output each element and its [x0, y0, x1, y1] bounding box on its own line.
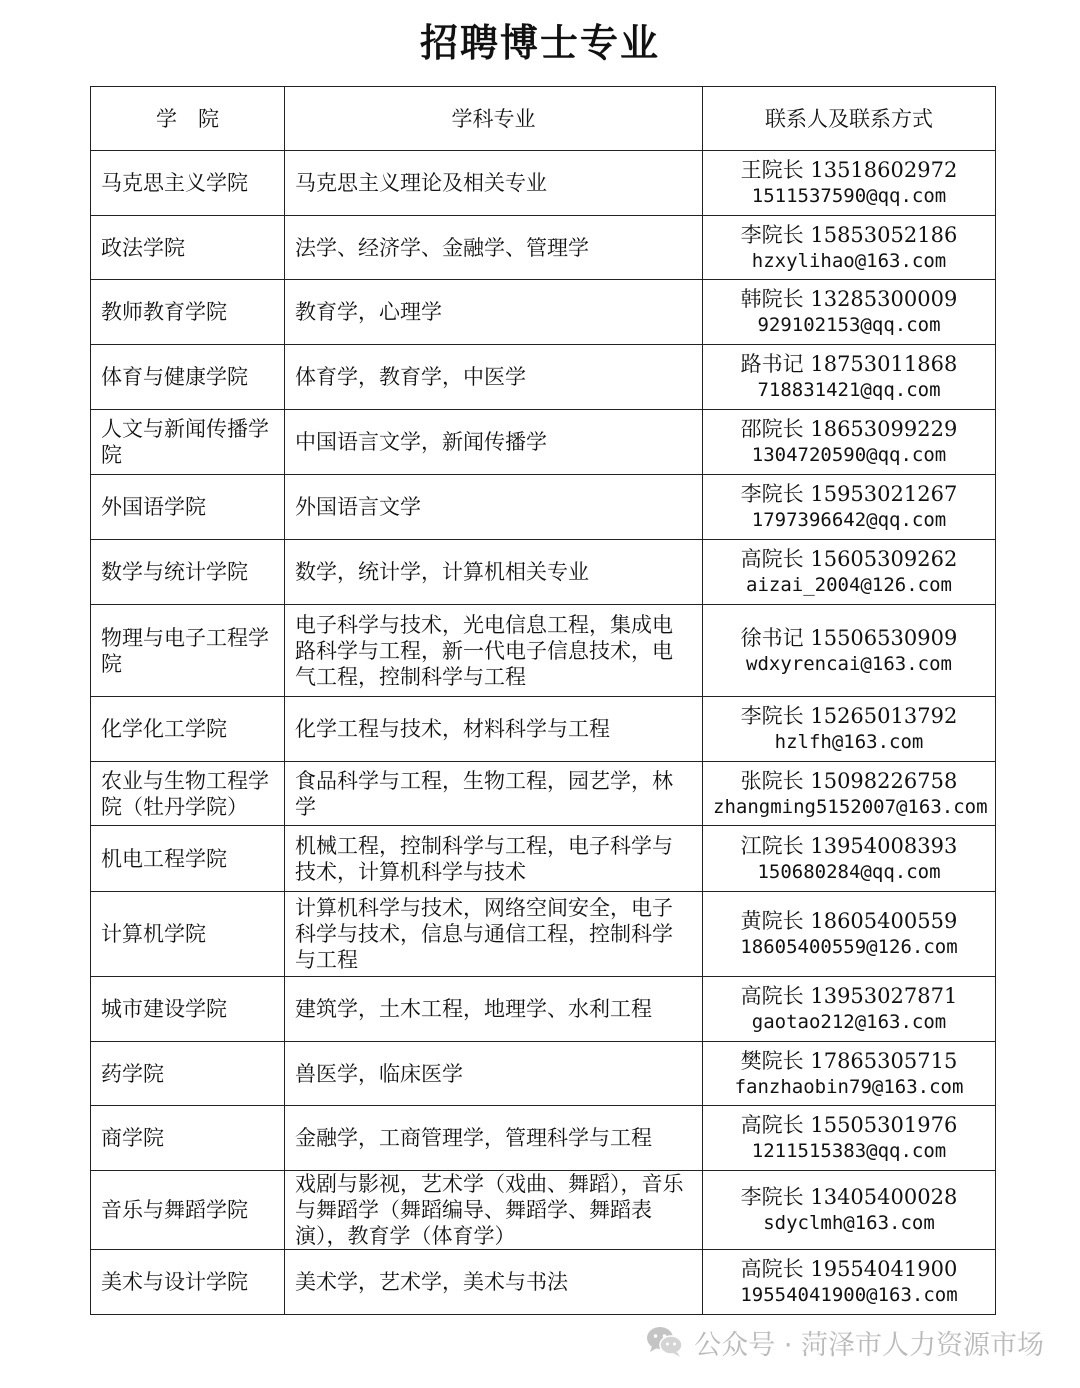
contact-person: 高院长 13953027871: [740, 984, 958, 1008]
contact-person: 李院长 15853052186: [740, 222, 958, 247]
college-cell: 计算机学院: [91, 892, 285, 977]
table-row: [91, 1042, 996, 1106]
contact-cell: [703, 1106, 996, 1171]
header-contact: 联系人及联系方式: [703, 87, 996, 151]
contact-cell: [703, 345, 996, 410]
major-cell: 数学，统计学，计算机相关专业: [285, 540, 703, 605]
major-cell: 机械工程，控制科学与工程，电子科学与技术，计算机科学与技术: [285, 826, 703, 892]
contact-person: 张院长 15098226758: [740, 768, 958, 793]
major-cell: 建筑学，土木工程，地理学、水利工程: [285, 977, 703, 1042]
wechat-icon: [646, 1325, 684, 1359]
contact-person: 王院长 13518602972: [740, 158, 958, 182]
contact-cell: [703, 826, 996, 892]
contact-cell: [703, 892, 996, 977]
contact-person: 李院长 15953021267: [740, 482, 958, 506]
table-row: [91, 151, 996, 216]
college-cell: 马克思主义学院: [91, 151, 285, 216]
college-cell: 机电工程学院: [91, 826, 285, 892]
table-row: [91, 410, 996, 475]
major-cell: 兽医学，临床医学: [285, 1042, 703, 1106]
table-row: [91, 1250, 996, 1315]
contact-cell: [703, 977, 996, 1042]
contact-email: aizai_2004@126.com: [746, 574, 952, 596]
major-cell: 法学、经济学、金融学、管理学: [285, 216, 703, 280]
college-cell: 外国语学院: [91, 475, 285, 540]
contact-person: 高院长 15605309262: [740, 547, 958, 571]
contact-email: 19554041900@163.com: [740, 1284, 958, 1306]
major-cell: 食品科学与工程，生物工程，园艺学，林学: [285, 762, 703, 826]
table-row: [91, 605, 996, 697]
major-cell: 体育学，教育学，中医学: [285, 345, 703, 410]
contact-person: 樊院长 17865305715: [740, 1048, 958, 1073]
contact-person: 高院长 19554041900: [740, 1257, 958, 1281]
contact-person: 路书记 18753011868: [740, 352, 958, 376]
college-cell: 数学与统计学院: [91, 540, 285, 605]
contact-email: 1304720590@qq.com: [751, 444, 947, 466]
contact-person: 江院长 13954008393: [740, 833, 958, 858]
table-row: [91, 826, 996, 892]
major-cell: 外国语言文学: [285, 475, 703, 540]
college-cell: 化学化工学院: [91, 697, 285, 762]
contact-person: 李院长 15265013792: [740, 704, 958, 728]
table-row: [91, 1171, 996, 1250]
watermark: [646, 1322, 1044, 1362]
table-row: [91, 475, 996, 540]
contact-email: 718831421@qq.com: [757, 379, 941, 401]
college-cell: 农业与生物工程学院（牡丹学院）: [91, 762, 285, 826]
contact-cell: [703, 697, 996, 762]
header-college: 学 院: [91, 87, 285, 151]
table-row: [91, 697, 996, 762]
recruitment-table: [90, 86, 996, 1315]
contact-cell: [703, 1171, 996, 1250]
major-cell: 计算机科学与技术，网络空间安全，电子科学与技术，信息与通信工程，控制科学与工程: [285, 892, 703, 977]
contact-person: 李院长 13405400028: [740, 1185, 958, 1209]
table-row: [91, 216, 996, 280]
contact-email: zhangming5152007@163.com: [713, 795, 988, 818]
contact-email: 1211515383@qq.com: [751, 1140, 947, 1162]
table-row: [91, 540, 996, 605]
college-cell: 城市建设学院: [91, 977, 285, 1042]
contact-email: 150680284@qq.com: [757, 860, 941, 883]
college-cell: 体育与健康学院: [91, 345, 285, 410]
major-cell: 教育学，心理学: [285, 280, 703, 345]
contact-person: 邵院长 18653099229: [740, 417, 958, 441]
contact-person: 高院长 15505301976: [740, 1113, 958, 1137]
major-cell: 马克思主义理论及相关专业: [285, 151, 703, 216]
contact-cell: [703, 151, 996, 216]
contact-cell: [703, 410, 996, 475]
table-header-row: [91, 87, 996, 151]
major-cell: 电子科学与技术，光电信息工程，集成电路科学与工程，新一代电子信息技术，电气工程，控制科学与工程: [285, 605, 703, 697]
major-cell: 戏剧与影视，艺术学（戏曲、舞蹈），音乐与舞蹈学（舞蹈编导、舞蹈学、舞蹈表演），教育学（体育学）: [285, 1171, 703, 1250]
table-row: [91, 280, 996, 345]
table-row: [91, 345, 996, 410]
contact-cell: [703, 280, 996, 345]
college-cell: 商学院: [91, 1106, 285, 1171]
college-cell: 药学院: [91, 1042, 285, 1106]
contact-email: wdxyrencai@163.com: [746, 652, 952, 675]
contact-cell: [703, 605, 996, 697]
contact-person: 徐书记 15506530909: [740, 625, 958, 650]
page-title: 招聘博士专业: [419, 21, 660, 65]
contact-email: gaotao212@163.com: [751, 1011, 947, 1033]
contact-email: sdyclmh@163.com: [763, 1212, 935, 1234]
contact-email: hzxylihao@163.com: [751, 249, 947, 272]
college-cell: 美术与设计学院: [91, 1250, 285, 1315]
college-cell: 音乐与舞蹈学院: [91, 1171, 285, 1250]
contact-person: 韩院长 13285300009: [740, 287, 958, 311]
table-row: [91, 762, 996, 826]
major-cell: 化学工程与技术，材料科学与工程: [285, 697, 703, 762]
table-row: [91, 977, 996, 1042]
contact-email: 18605400559@126.com: [740, 936, 958, 958]
table-row: [91, 1106, 996, 1171]
college-cell: 政法学院: [91, 216, 285, 280]
contact-cell: [703, 1042, 996, 1106]
contact-email: 1511537590@qq.com: [751, 185, 947, 207]
contact-email: 929102153@qq.com: [757, 314, 941, 336]
contact-person: 黄院长 18605400559: [740, 909, 958, 933]
contact-email: hzlfh@163.com: [774, 731, 924, 753]
college-cell: 教师教育学院: [91, 280, 285, 345]
major-cell: 金融学，工商管理学，管理科学与工程: [285, 1106, 703, 1171]
watermark-text: 公众号 · 菏泽市人力资源市场: [694, 1329, 1044, 1361]
contact-cell: [703, 475, 996, 540]
contact-cell: [703, 762, 996, 826]
contact-email: fanzhaobin79@163.com: [734, 1075, 964, 1098]
contact-cell: [703, 1250, 996, 1315]
college-cell: 物理与电子工程学院: [91, 605, 285, 697]
major-cell: 中国语言文学，新闻传播学: [285, 410, 703, 475]
table-row: [91, 892, 996, 977]
contact-cell: [703, 540, 996, 605]
major-cell: 美术学，艺术学，美术与书法: [285, 1250, 703, 1315]
contact-email: 1797396642@qq.com: [751, 509, 947, 531]
college-cell: 人文与新闻传播学院: [91, 410, 285, 475]
header-major: 学科专业: [285, 87, 703, 151]
contact-cell: [703, 216, 996, 280]
